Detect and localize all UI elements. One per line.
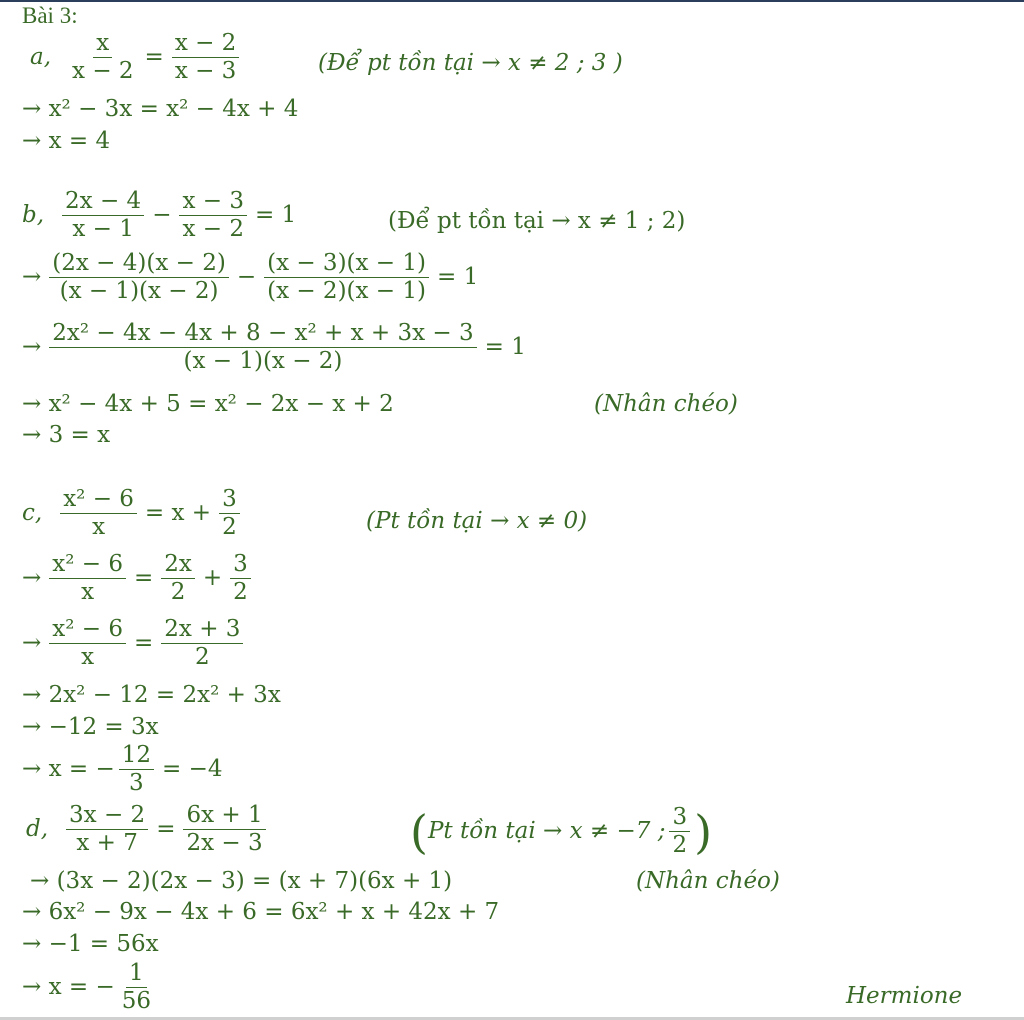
part-d-frac2	[183, 804, 265, 855]
part-a-equation	[30, 32, 243, 83]
part-d-step3: → −1 = 56x	[22, 931, 159, 957]
fraction-numerator: 2x	[161, 553, 195, 579]
part-c-s1-frac2	[161, 553, 195, 604]
fraction-denominator: x − 1	[72, 216, 134, 242]
part-b-condition: (Để pt tồn tại → x ≠ 1 ; 2)	[388, 208, 686, 234]
part-c-condition: (Pt tồn tại → x ≠ 0)	[366, 508, 588, 534]
rhs-value: = 1	[254, 202, 297, 228]
fraction-denominator: x	[81, 644, 95, 670]
minus-sign: −	[236, 264, 257, 290]
fraction-denominator: 56	[121, 988, 151, 1014]
fraction-numerator: (2x − 4)(x − 2)	[49, 252, 229, 278]
fraction-numerator: 2x − 4	[62, 190, 144, 216]
step-suffix: = −4	[162, 756, 223, 782]
part-c-s2-frac1	[49, 618, 126, 669]
part-c-frac1	[60, 488, 137, 539]
part-c-step5	[22, 744, 227, 795]
equals-sign: =	[134, 565, 154, 591]
step-prefix: → x = −	[22, 756, 115, 782]
part-c-s2-frac2	[161, 618, 243, 669]
equation-middle: = x +	[144, 500, 212, 526]
fraction-numerator: 1	[126, 962, 147, 988]
rhs-value: = 1	[436, 264, 479, 290]
arrow-icon: →	[22, 334, 42, 360]
minus-sign: −	[152, 202, 172, 228]
part-d-equation	[26, 804, 270, 855]
part-d-step1: → (3x − 2)(2x − 3) = (x + 7)(6x + 1)	[30, 868, 453, 894]
fraction-denominator: (x − 1)(x − 2)	[183, 348, 343, 374]
part-a-step1: → x² − 3x = x² − 4x + 4	[22, 96, 299, 122]
part-d-step1-note: (Nhân chéo)	[636, 868, 780, 894]
part-b-s2-frac	[49, 322, 476, 373]
fraction-numerator: x² − 6	[49, 618, 126, 644]
part-c-frac2	[219, 488, 240, 539]
part-b-s1-frac1	[49, 252, 229, 303]
part-b-s1-frac2	[264, 252, 429, 303]
fraction-numerator: 2x² − 4x − 4x + 8 − x² + x + 3x − 3	[49, 322, 476, 348]
fraction-numerator: 3	[230, 553, 251, 579]
fraction-denominator: x − 3	[174, 58, 237, 84]
fraction-denominator: (x − 1)(x − 2)	[59, 278, 219, 304]
fraction-numerator: x² − 6	[60, 488, 137, 514]
paren-close: )	[694, 804, 713, 859]
fraction-denominator: 2	[672, 832, 688, 858]
part-d-condition	[410, 806, 712, 857]
part-b-step4: → 3 = x	[22, 422, 111, 448]
part-d-step2: → 6x² − 9x − 4x + 6 = 6x² + x + 42x + 7	[22, 899, 500, 925]
part-a-frac2	[172, 32, 240, 83]
fraction-denominator: x + 7	[76, 830, 138, 856]
part-b-equation	[22, 190, 300, 241]
part-b-step1	[22, 252, 482, 303]
fraction-denominator: x	[81, 579, 95, 605]
part-a-frac1	[69, 32, 137, 83]
part-d-condition-frac	[669, 806, 690, 857]
part-b-step3: → x² − 4x + 5 = x² − 2x − x + 2	[22, 391, 394, 417]
fraction-numerator: 12	[119, 744, 154, 770]
arrow-icon: →	[22, 565, 42, 591]
part-b-label: b,	[22, 202, 45, 228]
fraction-denominator: 2	[233, 579, 248, 605]
fraction-numerator: 6x + 1	[183, 804, 265, 830]
fraction-numerator: x² − 6	[49, 553, 126, 579]
part-c-step3: → 2x² − 12 = 2x² + 3x	[22, 682, 281, 708]
fraction-numerator: (x − 3)(x − 1)	[264, 252, 429, 278]
part-d-s4-frac	[119, 962, 154, 1013]
exercise-title: Bài 3:	[22, 3, 78, 28]
fraction-numerator: x − 3	[179, 190, 247, 216]
part-c-label: c,	[22, 500, 43, 526]
part-c-step2	[22, 618, 247, 669]
arrow-icon: →	[22, 630, 42, 656]
fraction-numerator: x	[93, 32, 112, 58]
fraction-denominator: x	[92, 514, 106, 540]
fraction-denominator: 2	[170, 579, 186, 605]
part-b-step2	[22, 322, 530, 373]
part-d-label: d,	[26, 816, 49, 842]
fraction-denominator: 2	[195, 644, 210, 670]
part-c-s1-frac3	[230, 553, 251, 604]
fraction-denominator: 2x − 3	[186, 830, 263, 856]
rhs-value: = 1	[484, 334, 526, 360]
equals-sign: =	[156, 816, 176, 842]
fraction-numerator: 3	[669, 806, 690, 832]
part-b-step3-note: (Nhân chéo)	[594, 391, 738, 417]
author-signature: Hermione	[846, 983, 963, 1009]
condition-text: Pt tồn tại → x ≠ −7 ;	[427, 818, 666, 844]
arrow-icon: →	[22, 264, 42, 290]
fraction-denominator: 3	[129, 770, 144, 796]
part-a-step2: → x = 4	[22, 128, 111, 154]
fraction-numerator: x − 2	[172, 32, 240, 58]
part-c-step4: → −12 = 3x	[22, 714, 159, 740]
part-d-step4	[22, 962, 158, 1013]
part-a-label: a,	[30, 44, 52, 70]
fraction-numerator: 3	[219, 488, 240, 514]
fraction-denominator: (x − 2)(x − 1)	[267, 278, 426, 304]
part-d-frac1	[66, 804, 148, 855]
part-a-condition: (Để pt tồn tại → x ≠ 2 ; 3 )	[318, 50, 623, 76]
fraction-numerator: 3x − 2	[66, 804, 148, 830]
fraction-denominator: x − 2	[182, 216, 244, 242]
part-c-s1-frac1	[49, 553, 126, 604]
fraction-numerator: 2x + 3	[161, 618, 243, 644]
paren-open: (	[410, 804, 428, 859]
fraction-denominator: 2	[222, 514, 237, 540]
part-c-step1	[22, 553, 255, 604]
part-b-frac1	[62, 190, 144, 241]
part-c-s5-frac	[119, 744, 154, 795]
step-prefix: → x = −	[22, 974, 115, 1000]
fraction-denominator: x − 2	[72, 58, 134, 84]
equals-sign: =	[144, 44, 164, 70]
plus-sign: +	[202, 565, 223, 591]
part-b-frac2	[179, 190, 247, 241]
part-c-equation	[22, 488, 244, 539]
equals-sign: =	[134, 630, 154, 656]
